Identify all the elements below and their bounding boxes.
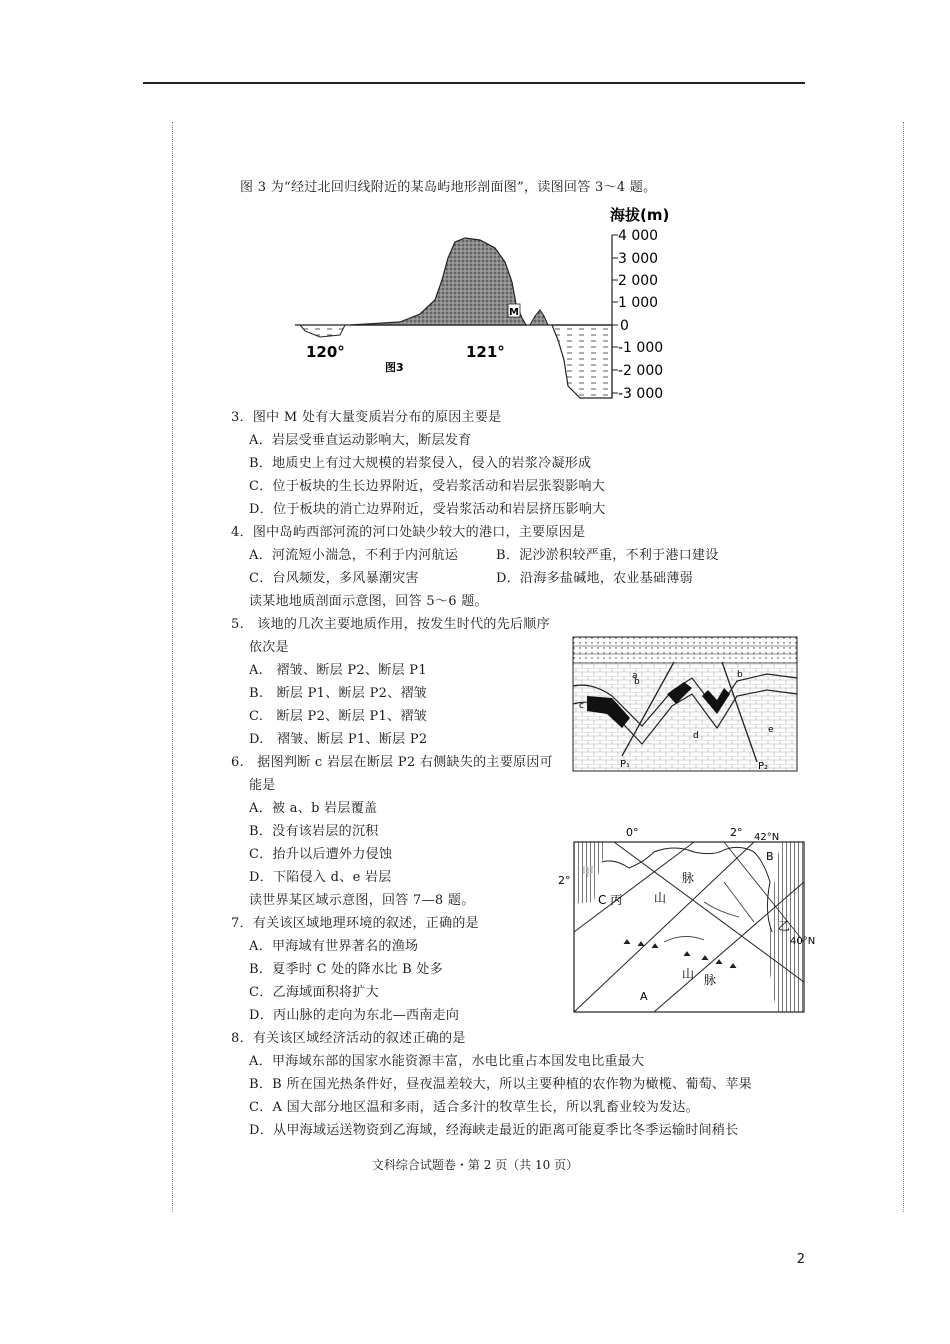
left-margin-line: [172, 122, 173, 1212]
q4-option-d[interactable]: D．沿海多盐碱地，农业基础薄弱: [496, 571, 693, 586]
q3-stem: 3．图中 M 处有大量变质岩分布的原因主要是: [231, 410, 502, 425]
tick-label: -2 000: [618, 363, 664, 379]
region-map: [554, 822, 824, 1018]
tick-label: 2 000: [618, 273, 659, 289]
fig3-profile-chart: [290, 200, 690, 410]
mai-label-1: 脉: [682, 871, 695, 885]
shan-label-1: 山: [654, 891, 667, 905]
q6-option-b[interactable]: B．没有该岩层的沉积: [249, 824, 379, 839]
top-rule: [143, 82, 805, 84]
q4-option-b[interactable]: B．泥沙淤积较严重，不利于港口建设: [496, 548, 719, 563]
layer-label-e: e: [768, 725, 774, 735]
q4-option-c[interactable]: C．台风频发，多风暴潮灾害: [249, 571, 419, 586]
geo-intro: 读某地地质剖面示意图，回答 5～6 题。: [249, 594, 488, 609]
q8-option-a[interactable]: A．甲海域东部的国家水能资源丰富，水电比重占本国发电比重最大: [249, 1054, 645, 1069]
map-lat-40: 40°N: [790, 936, 816, 947]
q6-option-d[interactable]: D．下陷侵入 d、e 岩层: [249, 870, 392, 885]
q8-stem: 8．有关该区域经济活动的叙述正确的是: [231, 1031, 466, 1046]
lon-label-121: 121°: [466, 343, 505, 361]
q3-option-b[interactable]: B．地质史上有过大规模的岩浆侵入，侵入的岩浆冷凝形成: [249, 456, 592, 471]
q5-option-c[interactable]: C. 断层 P2、断层 P1、褶皱: [249, 709, 428, 724]
layer-label-a: a: [632, 671, 638, 681]
q3-option-c[interactable]: C．位于板块的生长边界附近，受岩浆活动和岩层张裂影响大: [249, 479, 606, 494]
q5-option-b[interactable]: B. 断层 P1、断层 P2、褶皱: [249, 686, 428, 701]
q5-option-d[interactable]: D. 褶皱、断层 P1、断层 P2: [249, 732, 428, 747]
lon-label-120: 120°: [306, 343, 345, 361]
q8-option-c[interactable]: C．A 国大部分地区温和多雨，适合多汁的牧草生长，所以乳畜业较为发达。: [249, 1100, 699, 1115]
q6-stem-cont: 能是: [249, 778, 276, 793]
map-intro: 读世界某区域示意图，回答 7—8 题。: [249, 893, 475, 908]
map-lon-2: 2°: [730, 826, 743, 839]
east-trench: [552, 325, 612, 398]
q8-option-d[interactable]: D．从甲海域运送物资到乙海域，经海峡走最近的距离可能夏季比冬季运输时间稍长: [249, 1123, 739, 1138]
sea-jia-label: 甲: [582, 865, 595, 879]
west-sea: [300, 325, 345, 337]
layer-label-b: b: [634, 677, 640, 687]
fig3-intro: 图 3 为“经过北回归线附近的某岛屿地形剖面图”，读图回答 3～4 题。: [240, 180, 657, 195]
fault-label-p2: P₂: [758, 761, 769, 772]
tick-label: 1 000: [618, 295, 659, 311]
map-lat-42: 42°N: [754, 832, 780, 843]
q7-option-a[interactable]: A．甲海域有世界著名的渔场: [249, 939, 419, 954]
shan-label-2: 山: [682, 967, 695, 981]
q7-stem: 7．有关该区域地理环境的叙述，正确的是: [231, 916, 479, 931]
layer-label-d: d: [693, 731, 699, 741]
q5-stem: 5. 该地的几次主要地质作用，按发生时代的先后顺序: [231, 617, 550, 632]
map-lon-2-left: 2°: [558, 874, 571, 887]
layer-label-b2: b: [737, 670, 743, 680]
q6-option-c[interactable]: C．抬升以后遭外力侵蚀: [249, 847, 393, 862]
tick-label: -1 000: [618, 340, 664, 356]
q6-option-a[interactable]: A．被 a、b 岩层覆盖: [249, 801, 378, 816]
q4-option-a[interactable]: A．河流短小湍急，不利于内河航运: [249, 548, 459, 563]
page-number: 2: [796, 1252, 805, 1267]
tick-label: 4 000: [618, 228, 659, 244]
b-label: B: [766, 850, 774, 863]
sea-yi-label: 乙: [778, 919, 791, 933]
mai-label-2: 脉: [704, 973, 717, 987]
q7-option-d[interactable]: D．丙山脉的走向为东北—西南走向: [249, 1008, 460, 1023]
fault-label-p1: P₁: [620, 759, 631, 770]
map-lon-0: 0°: [626, 826, 639, 839]
axis-title: 海拔(m): [610, 206, 670, 224]
q6-stem: 6. 据图判断 c 岩层在断层 P2 右侧缺失的主要原因可: [231, 755, 553, 770]
q3-option-d[interactable]: D．位于板块的消亡边界附近，受岩浆活动和岩层挤压影响大: [249, 502, 606, 517]
q7-option-c[interactable]: C．乙海域面积将扩大: [249, 985, 379, 1000]
tick-label: -3 000: [618, 386, 664, 402]
a-label: A: [640, 990, 648, 1003]
page-footer: 文科综合试题卷・第 2 页（共 10 页）: [371, 1158, 579, 1172]
q4-stem: 4．图中岛屿西部河流的河口处缺少较大的港口，主要原因是: [231, 525, 586, 540]
coastal-hill: [530, 310, 548, 325]
q5-option-a[interactable]: A. 褶皱、断层 P2、断层 P1: [249, 663, 427, 678]
layer-label-c: c: [579, 701, 584, 711]
island-mountain: [350, 238, 526, 325]
m-marker: M: [509, 307, 519, 318]
right-margin-line: [903, 122, 904, 1212]
fig3-caption: 图3: [385, 361, 404, 374]
q3-option-a[interactable]: A．岩层受垂直运动影响大，断层发育: [249, 433, 472, 448]
geo-section-figure: [572, 636, 798, 772]
q7-option-b[interactable]: B．夏季时 C 处的降水比 B 处多: [249, 962, 443, 977]
tick-label: 0: [620, 318, 629, 334]
map-frame: [574, 842, 804, 1012]
q8-option-b[interactable]: B．B 所在国光热条件好，昼夜温差较大，所以主要种植的农作物为橄榄、葡萄、苹果: [249, 1077, 752, 1092]
tick-label: 3 000: [618, 251, 659, 267]
c-bing-label: C 丙: [598, 893, 623, 907]
q5-stem-cont: 依次是: [249, 640, 289, 655]
